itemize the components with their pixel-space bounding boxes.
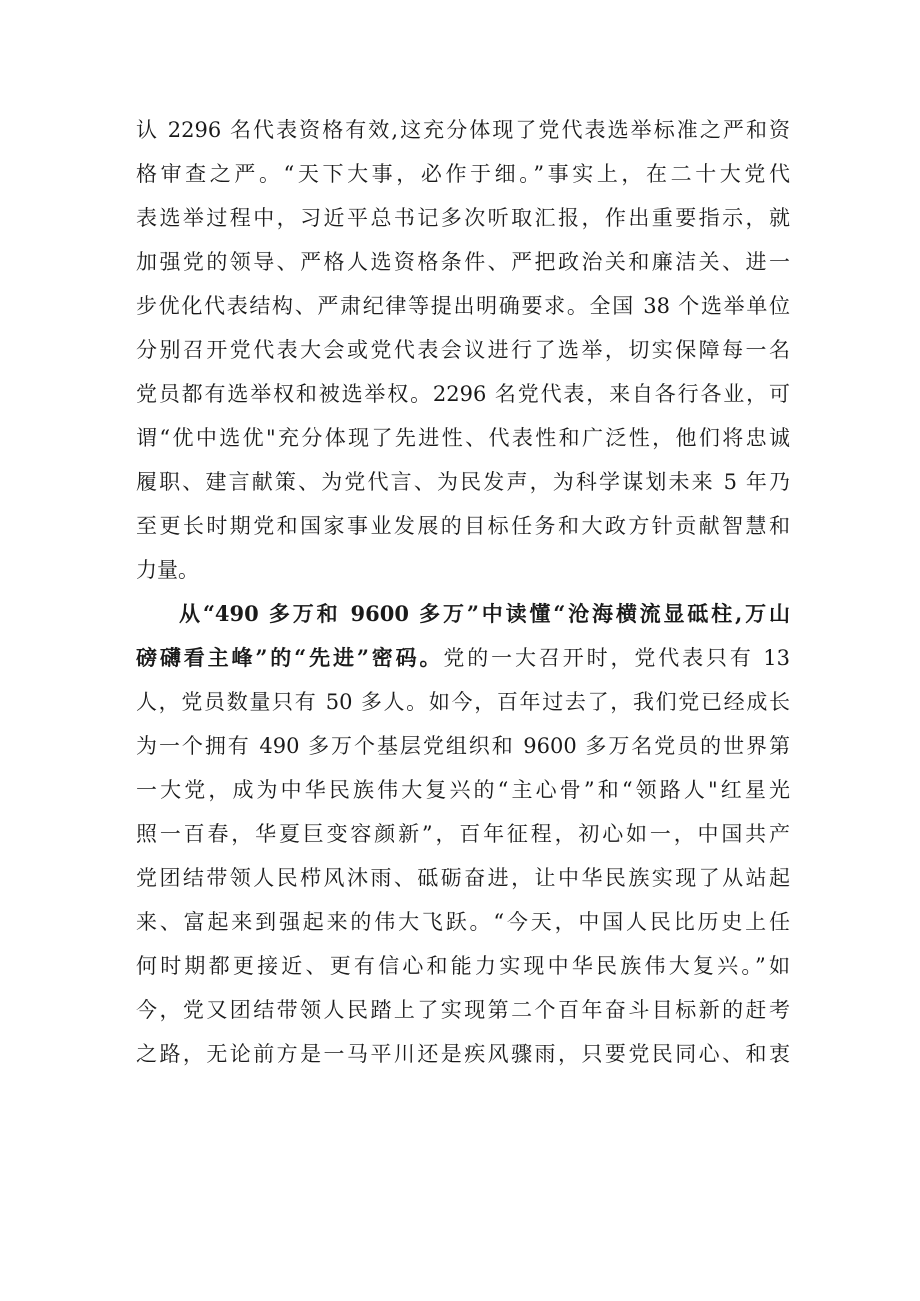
text-line: 何时期都更接近、更有信心和能力实现中华民族伟大复兴。”如 bbox=[136, 954, 790, 978]
text-line: 一大党，成为中华民族伟大复兴的“主心骨”和“领路人"红星光 bbox=[136, 778, 790, 802]
paragraph-1 bbox=[136, 108, 790, 592]
text-line: 党员都有选举权和被选举权。2296 名党代表，来自各行各业，可 bbox=[136, 382, 790, 406]
text-line: 力量。 bbox=[136, 558, 199, 582]
text-line: 格审查之严。“天下大事，必作于细。”事实上，在二十大党代 bbox=[136, 162, 790, 186]
text-line: 来、富起来到强起来的伟大飞跃。“今天，中国人民比历史上任 bbox=[136, 910, 790, 934]
text-line: 今，党又团结带领人民踏上了实现第二个百年奋斗目标新的赶考 bbox=[136, 998, 790, 1022]
paragraph-2 bbox=[136, 592, 790, 1076]
text-line: 履职、建言献策、为党代言、为民发声，为科学谋划未来 5 年乃 bbox=[136, 470, 790, 494]
text-line: 表选举过程中，习近平总书记多次听取汇报，作出重要指示，就 bbox=[136, 206, 790, 230]
section-heading-end: 磅礴看主峰”的“先进”密码。 bbox=[136, 645, 444, 670]
text-fragment: 党的一大召开时，党代表只有 13 bbox=[443, 646, 790, 670]
text-line: 人，党员数量只有 50 多人。如今，百年过去了，我们党已经成长 bbox=[136, 690, 790, 714]
text-line: 分别召开党代表大会或党代表会议进行了选举，切实保障每一名 bbox=[136, 338, 790, 362]
text-line: 之路，无论前方是一马平川还是疾风骤雨，只要党民同心、和衷 bbox=[136, 1042, 790, 1066]
text-line: 党团结带领人民栉风沐雨、砥砺奋进，让中华民族实现了从站起 bbox=[136, 866, 790, 890]
text-line: 为一个拥有 490 多万个基层党组织和 9600 多万名党员的世界第 bbox=[136, 734, 790, 758]
text-line: 至更长时期党和国家事业发展的目标任务和大政方针贡献智慧和 bbox=[136, 514, 790, 538]
text-line: 加强党的领导、严格人选资格条件、严把政治关和廉洁关、进一 bbox=[136, 250, 790, 274]
section-heading-line: 从“490 多万和 9600 多万”中读懂“沧海横流显砥柱,万山 bbox=[179, 601, 790, 626]
text-line: 步优化代表结构、严肃纪律等提出明确要求。全国 38 个选举单位 bbox=[136, 294, 790, 318]
text-line: 认 2296 名代表资格有效,这充分体现了党代表选举标准之严和资 bbox=[136, 118, 790, 142]
body-text bbox=[136, 108, 790, 1076]
text-line: 照一百春，华夏巨变容颜新”，百年征程，初心如一，中国共产 bbox=[136, 822, 790, 846]
text-line bbox=[136, 636, 790, 680]
text-line: 谓“优中选优"充分体现了先进性、代表性和广泛性，他们将忠诚 bbox=[136, 426, 790, 450]
